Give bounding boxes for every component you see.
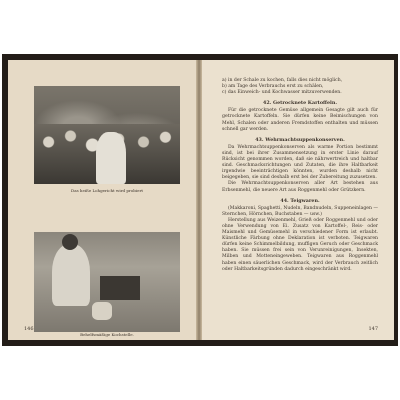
photo-head xyxy=(62,234,78,250)
section-heading: 42. Getrocknete Kartoffeln. xyxy=(262,100,338,107)
section-paragraph: (Makkaroni, Spaghetti, Nudeln, Bandnudeln, Suppeneinlagen — Sternchen, Hörnchen, Buchstaben — usw.) xyxy=(222,205,378,217)
list-item: c) das Einweich- und Kochwasser mitzuverwenden. xyxy=(222,90,342,96)
caption-bottom: Behelfsmäßige Kochstelle. xyxy=(80,332,134,337)
photo-soldiers-tasting xyxy=(34,86,180,184)
section-paragraph: Herstellung aus Weizenmehl, Grieß oder Roggenmehl und oder ohne Verwendung von Ei. Zusatz von Kartoffel-, Reis- oder Maismehl und Gemüsemehl in verschiedener Form ist erlaubt. Künstliche Färbung ohne Deklaration ist verboten. Teigwaren dürfen keine Schimmelbildung, muffigen Geruch oder Geschmack haben. Sie müssen frei sein von Verunreinigungen, Insekten, Milben und Motteneingeweben. Teigwaren aus Roggenmehl haben einen säuerlichen Geschmack, wird der Verbrauch zeitlich oder Haltbarkeitsgründen dadurch eingeschränkt wird. xyxy=(222,217,378,272)
page-number-right: 147 xyxy=(368,326,378,332)
section-paragraph: Da Wehrmachtsuppenkonserven als warme Portion bestimmt sind, ist bei ihrer Zusammensetzung in erster Linie darauf Rücksicht genommen worden, daß sie nährwertreich und haltbar sind. Geschmacksrichtungen und Zutaten, die ihre Haltbarkeit irgendwie beeinträchtigen könnten, wurden deshalb nicht beigegeben, sie sind deshalb erst bei der Zubereitung zuzusetzen. xyxy=(222,144,378,181)
photo-field-kitchen xyxy=(34,232,180,332)
right-page xyxy=(202,60,394,340)
page-number-left: 146 xyxy=(24,326,34,332)
open-book xyxy=(2,54,398,346)
left-page xyxy=(8,60,196,340)
section-heading: 43. Wehrmachtsuppenkonserven. xyxy=(255,136,345,143)
photo-pot xyxy=(92,302,112,320)
right-page-text xyxy=(222,78,378,273)
section-paragraph: Die Wehrmachtsuppenkonserven aller Art bestehen aus Erbsenmehl, die neuere Art aus Roggenmehl oder Grützkern. xyxy=(222,181,378,193)
list-item: a) in der Schale zu kochen, falls dies nicht möglich, xyxy=(222,78,343,83)
list-item: b) am Tage des Verbrauchs erst zu schälen, xyxy=(222,84,324,90)
photo-central-figure xyxy=(96,132,126,184)
photo-stove xyxy=(100,276,140,300)
photo-kneeling-man xyxy=(52,244,90,306)
section-paragraph: Für die getrocknete Gemüse allgemein Gesagte gilt auch für getrocknete Kartoffeln. Sie dürfen keine Beimischungen von Mehl, Schalen oder anderen Fremdstoffen enthalten und müssen schnell gar werden. xyxy=(222,108,378,132)
section-heading: 44. Teigwaren. xyxy=(280,197,320,204)
caption-top: Das heiße Lohgericht wird probiert xyxy=(71,188,143,193)
